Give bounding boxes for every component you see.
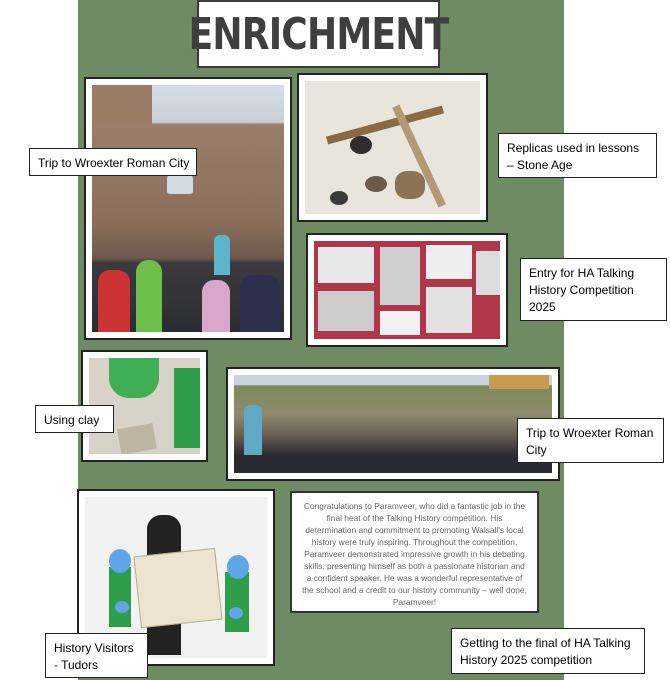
crowd-figure bbox=[202, 280, 230, 332]
replica-stone bbox=[350, 136, 372, 154]
congratulations-text: Congratulations to Paramveer, who did a fantastic job in the final heat of the Talking History competition. His determination and commitment to promoting Walsall's local history were truly inspiring. Throughout the competition, Paramveer demonstrated impressive growth in his debating skills, presenting himself as both a passionate historian and a confident speaker. He was a wonderful representative of the school and a credit to our history community – well done, Paramveer! bbox=[302, 501, 527, 607]
privacy-dot bbox=[229, 607, 243, 619]
display-card bbox=[426, 245, 472, 279]
display-card bbox=[318, 291, 374, 331]
caption-final: Getting to the final of HA Talking History 2025 competition bbox=[451, 628, 645, 674]
display-card bbox=[426, 287, 472, 333]
privacy-dot bbox=[109, 549, 131, 573]
clay-tile bbox=[117, 423, 157, 454]
replica-stone bbox=[365, 176, 387, 192]
replica-stick bbox=[326, 106, 444, 145]
page-title: ENRICHMENT bbox=[188, 8, 449, 60]
photo-stone-age-replicas bbox=[297, 73, 488, 222]
privacy-dot bbox=[115, 601, 129, 613]
child-figure bbox=[174, 368, 200, 448]
photo-wroxeter-site bbox=[226, 367, 560, 481]
photo-wroxeter-ruins bbox=[84, 77, 292, 340]
display-card bbox=[476, 251, 500, 295]
guide-figure bbox=[214, 235, 230, 275]
child-figure bbox=[109, 358, 159, 398]
display-card bbox=[380, 311, 420, 335]
scroll-banner bbox=[133, 548, 222, 628]
congratulations-text-box bbox=[290, 491, 539, 613]
caption-ha-entry: Entry for HA Talking History Competition 2025 bbox=[520, 258, 667, 321]
display-card bbox=[318, 247, 374, 283]
crowd-figure bbox=[98, 270, 130, 332]
caption-replicas: Replicas used in lessons – Stone Age bbox=[498, 133, 657, 178]
privacy-dot bbox=[227, 555, 249, 579]
guide-figure bbox=[244, 405, 262, 455]
crowd-figure bbox=[240, 275, 280, 332]
replica-stone bbox=[330, 191, 348, 205]
caption-history-visitors: History Visitors - Tudors bbox=[45, 633, 148, 678]
pupil-figure bbox=[225, 572, 249, 632]
crowd-figure bbox=[136, 260, 162, 332]
display-card bbox=[380, 247, 420, 305]
building bbox=[489, 375, 549, 389]
ruin-wall-top bbox=[92, 85, 152, 125]
pupil-figure bbox=[109, 567, 131, 627]
caption-wroxeter-trip-2: Trip to Wroexter Roman City bbox=[517, 418, 664, 463]
title-banner bbox=[188, 0, 449, 68]
caption-using-clay: Using clay bbox=[35, 405, 114, 433]
photo-ha-display-board bbox=[306, 233, 508, 347]
replica-stone bbox=[395, 171, 425, 199]
caption-wroxeter-trip-1: Trip to Wroexter Roman City bbox=[29, 148, 197, 176]
